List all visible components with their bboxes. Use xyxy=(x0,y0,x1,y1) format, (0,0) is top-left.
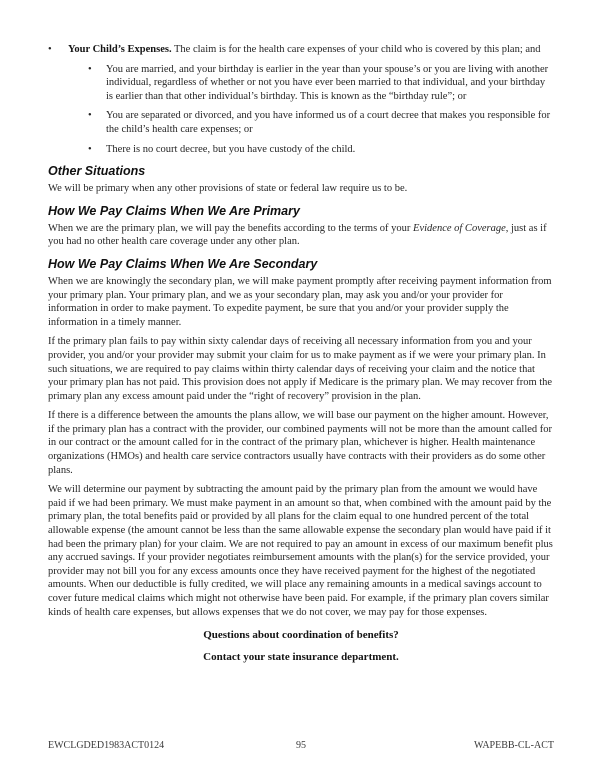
bullet-item-custody xyxy=(88,143,554,157)
paragraph-secondary-1: When we are knowingly the secondary plan, we will make payment promptly after receiving payment information from your primary plan. Your primary plan, and we as your secondary plan, may ask you and/or your provider for information in order to make payment. To expedite payment, be sure that you and/or your provider supply the information in a timely manner. xyxy=(48,275,552,328)
bullet-lead-bold: Your Child’s Expenses. xyxy=(68,44,172,55)
bullet-item-court-decree xyxy=(88,109,554,136)
bullet-text xyxy=(68,43,554,57)
paragraph-secondary-2: If the primary plan fails to pay within sixty calendar days of receiving all necessary information from you and your provider, you and/or your provider may submit your claim for us to make payment as if we were your primary plan. In such situations, we are required to pay claims within thirty calendar days of receiving your claim and the notice that your primary plan has not paid. This provision does not apply if Medicare is the primary plan. We may recover from the primary plan any excess amount paid under the “right of recovery” provision in the plan. xyxy=(48,336,553,402)
paragraph-primary-after: , just as if you had no other health care coverage under any other plan. xyxy=(48,222,547,248)
bullet-item-child-expenses xyxy=(48,43,554,57)
evidence-of-coverage-italic: Evidence of Coverage xyxy=(413,222,506,234)
heading-secondary: How We Pay Claims When We Are Secondary xyxy=(48,256,318,271)
bullet-text: You are married, and your birthday is earlier in the year than your spouse’s or you are living with another individual, regardless of whether or not you have ever been married to that individual, and your birthday is earlier than that other individual’s birthday. This is known as the “birthday rule”; or xyxy=(106,63,549,102)
bullet-text: There is no court decree, but you have custody of the child. xyxy=(106,143,356,155)
page-footer xyxy=(48,740,554,754)
paragraph-secondary-3: If there is a difference between the amounts the plans allow, we will base our payment on the higher amount. However, if the primary plan has a contract with the provider, our combined payments will not be more than the amount called for in our contract or the amount called for in the contract of the primary plan, whichever is higher. Health maintenance organizations (HMOs) and health care service contractors usually have contracts with their providers as do some other plans. xyxy=(48,410,553,476)
bullet-marker: • xyxy=(88,63,92,75)
paragraph-secondary-4: We will determine our payment by subtracting the amount paid by the primary plan from the amount we would have paid if we had been primary. We must make payment in an amount so that, when combined with the amount paid by the primary plan, the total benefits paid or provided by all plans for the claim equal to one hundred percent of the total allowable expense (the amount cannot be less than the same allowable expense the secondary plan would have paid if it had been the primary plan) for your claim. We are not required to pay an amount in excess of our maximum benefit plus any accrued savings. If your provider negotiates reimbursement amounts with the plan(s) for the service provided, your provider may not bill you for any excess amounts once they have received payment for the highest of the negotiated amounts. When our deductible is fully credited, we will place any remaining amounts in a medical savings account to cover future medical claims which might not otherwise have been paid. For example, if the primary plan covers similar kinds of health care expenses, but allows expenses that we do not cover, we may pay for those expenses. xyxy=(48,484,553,618)
paragraph-primary-before: When we are the primary plan, we will pay the benefits according to the terms of your xyxy=(48,222,414,234)
notice-question: Questions about coordination of benefits? xyxy=(203,629,399,642)
footer-document-code: EWCLGDED1983ACT0124 xyxy=(48,740,165,751)
paragraph-other-situations: We will be primary when any other provisions of state or federal law require us to be. xyxy=(48,183,408,195)
coordination-notice xyxy=(48,629,554,664)
bullet-text: You are separated or divorced, and you have informed us of a court decree that makes you responsible for the child’s health care expenses; or xyxy=(106,110,551,135)
page-content xyxy=(48,43,554,672)
paragraph-primary xyxy=(48,222,554,249)
bullet-lead-rest: The claim is for the health care expenses of your child who is covered by this plan; and xyxy=(174,44,541,55)
heading-other-situations: Other Situations xyxy=(48,164,146,179)
bullet-marker: • xyxy=(88,110,92,122)
footer-page-number: 95 xyxy=(296,740,306,751)
bullet-marker: • xyxy=(88,143,92,155)
bullet-item-birthday-rule xyxy=(88,63,554,104)
footer-plan-code: WAPEBB-CL-ACT xyxy=(474,740,554,751)
notice-action: Contact your state insurance department. xyxy=(203,650,399,663)
bullet-marker: • xyxy=(48,44,52,55)
heading-primary: How We Pay Claims When We Are Primary xyxy=(48,203,300,218)
